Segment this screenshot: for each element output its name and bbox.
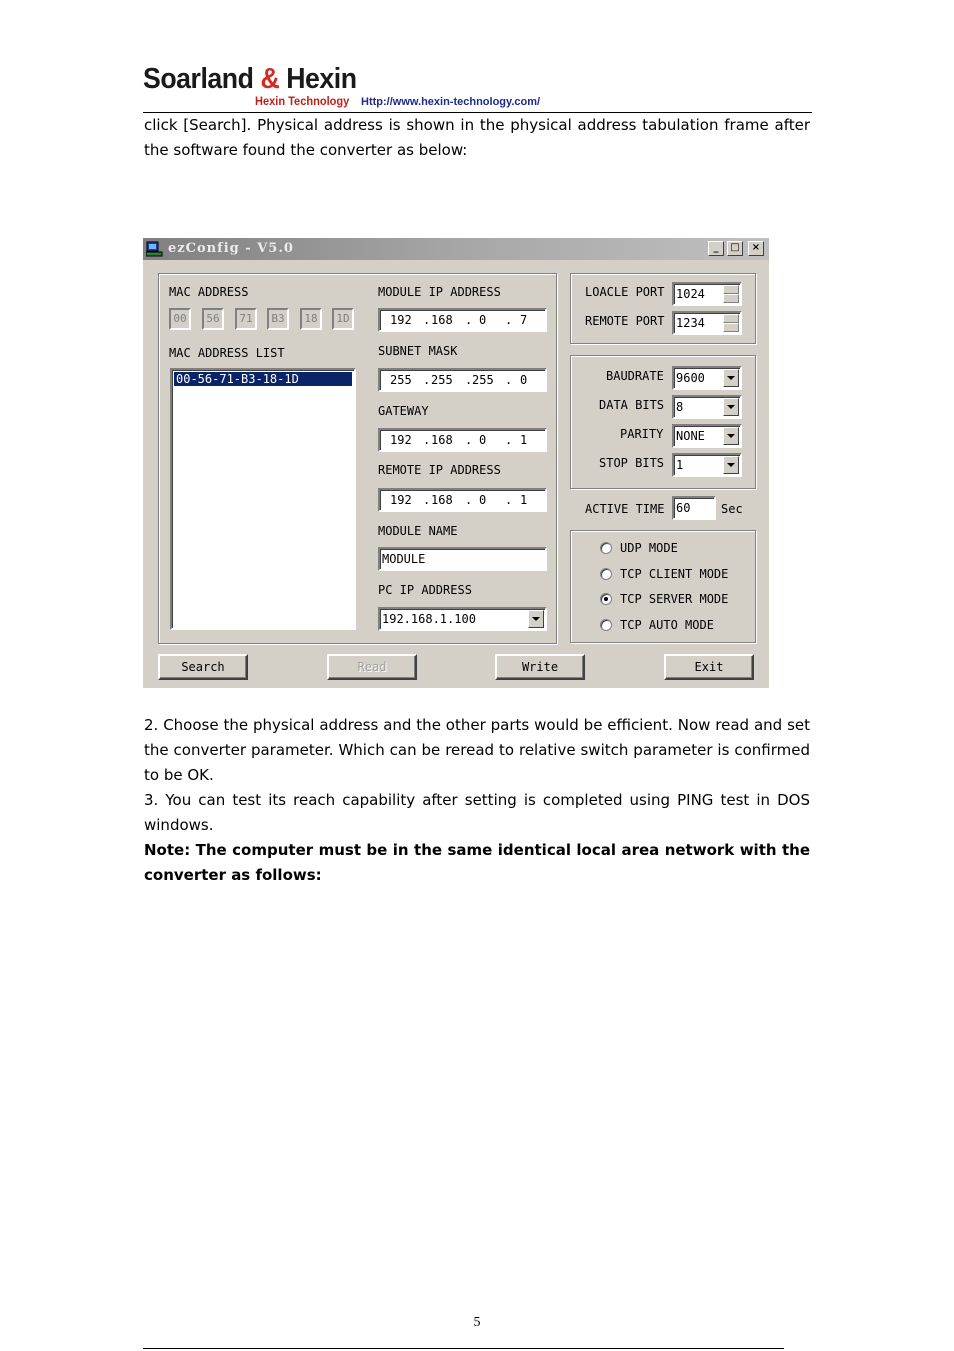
udp-mode-radio[interactable] (600, 542, 612, 554)
active-time-unit: Sec (721, 502, 743, 516)
write-button[interactable]: Write (495, 654, 585, 680)
company-logo (143, 63, 375, 108)
chevron-down-icon[interactable] (528, 610, 544, 628)
chevron-down-icon[interactable] (723, 369, 739, 387)
chevron-down-icon[interactable] (723, 398, 739, 416)
data-bits-label: DATA BITS (599, 398, 665, 412)
logo-wordmark: Soarland & Hexin (143, 63, 357, 95)
module-ip-input[interactable]: 192 . 168 . 0 . 7 (378, 308, 547, 332)
chevron-down-icon[interactable] (723, 427, 739, 445)
udp-mode-label[interactable]: UDP MODE (620, 541, 678, 555)
read-button[interactable]: Read (327, 654, 417, 680)
stop-bits-select[interactable]: 1 (672, 453, 742, 477)
mac-octet-field: 1D (332, 308, 354, 330)
parity-select[interactable]: NONE (672, 424, 742, 448)
pc-ip-select[interactable]: 192.168.1.100 (378, 607, 547, 631)
instructions-text (144, 713, 810, 888)
mac-octet-field: 56 (202, 308, 224, 330)
exit-button[interactable]: Exit (664, 654, 754, 680)
mac-octet-field: 00 (169, 308, 191, 330)
mac-list-label: MAC ADDRESS LIST (169, 346, 285, 360)
local-port-input[interactable]: 1024 (672, 282, 742, 306)
page-number: 5 (473, 1315, 481, 1330)
remote-ip-label: REMOTE IP ADDRESS (378, 463, 501, 477)
chevron-down-icon[interactable] (723, 456, 739, 474)
window-title: ezConfig - V5.0 (168, 241, 294, 256)
gateway-label: GATEWAY (378, 404, 429, 418)
ezconfig-window (143, 238, 769, 688)
tcp-auto-mode-radio[interactable] (600, 619, 612, 631)
window-titlebar (143, 238, 769, 260)
remote-ip-input[interactable]: 192 . 168 . 0 . 1 (378, 488, 547, 512)
logo-subtitle: Hexin Technology (255, 94, 350, 108)
pc-ip-label: PC IP ADDRESS (378, 583, 472, 597)
mac-address-label: MAC ADDRESS (169, 285, 249, 299)
spin-arrows-icon[interactable] (723, 314, 739, 332)
step-3-paragraph: 3. You can test its reach capability after setting is completed using PING test in DOS windows. (144, 791, 810, 834)
header-url[interactable]: Http://www.hexin-technology.com/ (361, 96, 541, 108)
mac-octet-field: 71 (235, 308, 257, 330)
baudrate-label: BAUDRATE (606, 369, 664, 383)
tcp-client-mode-radio[interactable] (600, 568, 612, 580)
active-time-label: ACTIVE TIME (585, 502, 665, 516)
module-name-label: MODULE NAME (378, 524, 458, 538)
footer-divider (143, 1348, 784, 1349)
close-icon[interactable]: × (748, 241, 764, 256)
module-ip-label: MODULE IP ADDRESS (378, 285, 501, 299)
intro-paragraph: click [Search]. Physical address is shown in the physical address tabulation frame after the software found the converter as below: (144, 116, 810, 159)
stop-bits-label: STOP BITS (599, 456, 665, 470)
remote-port-input[interactable]: 1234 (672, 311, 742, 335)
search-button[interactable]: Search (158, 654, 248, 680)
mac-address-list[interactable] (170, 368, 356, 630)
app-icon (146, 241, 163, 257)
mac-octet-field: 18 (300, 308, 322, 330)
step-2-paragraph: 2. Choose the physical address and the other parts would be efficient. Now read and set the converter parameter. Which can be reread to relative switch parameter is confirmed to be OK. (144, 716, 810, 784)
module-name-input[interactable]: MODULE (378, 547, 547, 571)
mac-octet-field: B3 (267, 308, 289, 330)
tcp-client-mode-label[interactable]: TCP CLIENT MODE (620, 567, 729, 581)
subnet-mask-input[interactable]: 255 . 255 . 255 . 0 (378, 368, 547, 392)
tcp-auto-mode-label[interactable]: TCP AUTO MODE (620, 618, 714, 632)
active-time-input[interactable]: 60 (672, 496, 716, 520)
tcp-server-mode-radio[interactable] (600, 593, 612, 605)
data-bits-select[interactable]: 8 (672, 395, 742, 419)
list-item[interactable]: 00-56-71-B3-18-1D (174, 372, 352, 386)
gateway-input[interactable]: 192 . 168 . 0 . 1 (378, 428, 547, 452)
maximize-icon[interactable]: □ (727, 241, 743, 256)
local-port-label: LOACLE PORT (585, 285, 665, 299)
minimize-icon[interactable]: _ (708, 241, 724, 256)
note-paragraph: Note: The computer must be in the same identical local area network with the converter as follows: (144, 841, 810, 884)
parity-label: PARITY (620, 427, 664, 441)
baudrate-select[interactable]: 9600 (672, 366, 742, 390)
subnet-mask-label: SUBNET MASK (378, 344, 458, 358)
tcp-server-mode-label[interactable]: TCP SERVER MODE (620, 592, 729, 606)
remote-port-label: REMOTE PORT (585, 314, 665, 328)
spin-arrows-icon[interactable] (723, 285, 739, 303)
